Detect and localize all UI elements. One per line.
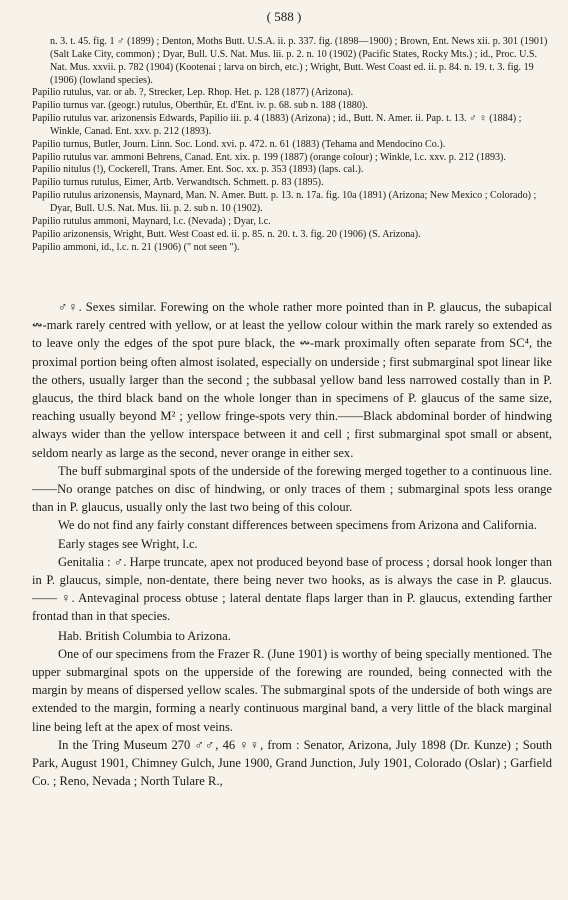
paragraph-description: ♂♀. Sexes similar. Forewing on the whole rather more pointed than in P. glaucus, the subapical ↭-mark rarely centred with yellow, or at least the yellow colour within the mark rarely so extended as to leave only the edges of the spot pure black, the ↭-mark proximally often separate from SC⁴, the proximal portion being often almost isolated, especially on underside ; first submarginal spot linear like the others, usually larger than the second ; the subbasal yellow band less narrowed costally than in P. glaucus, the third black band on the whole longer than in specimens of P. glaucus of the same size, reaching usually beyond M² ; yellow fringe-spots very thin.——Black abdominal border of hindwing always wider than the yellow interspace between it and cell ; first submarginal spot small or absent, seldom nearly as large as the second, never orange in either sex. — [32, 300, 553, 460]
synonymy-entry: Papilio rutulus var. ammoni Behrens, Canad. Ent. xix. p. 199 (1887) (orange colour) ; Winkle, l.c. xxv. p. 212 (1893). — [32, 151, 506, 163]
main-text — [32, 298, 552, 790]
synonymy-entry: Papilio rutulus var. arizonensis Edwards, Papilio iii. p. 4 (1883) (Arizona) ; id., Butt. N. Amer. ii. Pap. t. 13. ♂ ♀ (1884) ; Winkle, Canad. Ent. xxv. p. 212 (1893). — [32, 113, 522, 137]
synonymy-entry: Papilio turnus, Butler, Journ. Linn. Soc. Lond. xvi. p. 472. n. 61 (1883) (Tehama and Mendocino Co.). — [32, 138, 446, 150]
synonymy-entry: n. 3. t. 45. fig. 1 ♂ (1899) ; Denton, Moths Butt. U.S.A. ii. p. 337. fig. (1898—1900) ; Brown, Ent. News xii. p. 301 (1901) (Salt Lake City, common) ; Dyar, Bull. U.S. Nat. Mus. lii. p. 2. n. 10 (1902) (Pacific States, Rocky Mts.) ; id., Proc. U.S. Nat. Mus. xxvii. p. 782 (1904) (Kootenai ; larva on birch, etc.) ; Wright, Butt. West Coast ed. ii. p. 84. n. 19. t. 3. fig. 19 (1906) (lowland species). — [50, 36, 548, 86]
synonymy-entry: Papilio rutulus ammoni, Maynard, l.c. (Nevada) ; Dyar, l.c. — [32, 215, 271, 227]
page-number: ( 588 ) — [266, 9, 302, 24]
paragraph-genitalia: Genitalia : ♂. Harpe truncate, apex not produced beyond base of process ; dorsal hook longer than in P. glaucus, simple, non-dentate, there being never two hooks, as is always the case in P. glaucus.—— ♀. Antevaginal process obtuse ; lateral dentate flaps larger than in P. glaucus, extending farther frontad than in that species. — [32, 554, 552, 624]
paragraph-underside: The buff submarginal spots of the underside of the forewing merged together to a continuous line.——No orange patches on disc of hindwing, or only traces of them ; submarginal spots less orange than in P. glaucus, usually only the last two being of this colour. — [32, 463, 552, 515]
synonymy-entry: Papilio rutulus, var. or ab. ?, Strecker, Lep. Rhop. Het. p. 128 (1877) (Arizona). — [32, 87, 354, 99]
synonymy-entry: Papilio nitulus (!), Cockerell, Trans. Amer. Ent. Soc. xx. p. 353 (1893) (laps. cal.). — [32, 164, 364, 176]
synonymy-entry: Papilio ammoni, id., l.c. n. 21 (1906) (" not seen "). — [32, 241, 240, 253]
synonymy-list — [32, 36, 552, 254]
synonymy-entry: Papilio rutulus arizonensis, Maynard, Man. N. Amer. Butt. p. 13. n. 17a. fig. 10a (1891) (Arizona; New Mexico ; Colorado) ; Dyar, Bull. U.S. Nat. Mus. lii. p. 2. sub n. 10 (1902). — [32, 190, 537, 214]
synonymy-entry: Papilio turnus var. (geogr.) rutulus, Oberthür, Et. d'Ent. iv. p. 68. sub n. 188 (1880). — [32, 100, 368, 112]
paragraph-habitat: Hab. British Columbia to Arizona. — [58, 628, 231, 643]
synonymy-entry: Papilio turnus rutulus, Eimer, Artb. Verwandtsch. Schmett. p. 83 (1895). — [32, 177, 324, 189]
paragraph-tring-museum: In the Tring Museum 270 ♂♂, 46 ♀♀, from : Senator, Arizona, July 1898 (Dr. Kunze) ; South Park, August 1901, Chimney Gulch, June 1900, Grand Junction, July 1901, Colorado (Oslar) ; Garfield Co. ; Reno, Nevada ; North Tulare R., — [32, 737, 552, 789]
synonymy-entry: Papilio arizonensis, Wright, Butt. West Coast ed. ii. p. 85. n. 20. t. 3. fig. 20 (1906) (S. Arizona). — [32, 228, 421, 240]
paragraph-differences: We do not find any fairly constant differences between specimens from Arizona and California. — [58, 518, 537, 533]
paragraph-early-stages: Early stages see Wright, l.c. — [58, 536, 198, 551]
paragraph-frazer-specimen: One of our specimens from the Frazer R. (June 1901) is worthy of being specially mentioned. The upper submarginal spots on the upperside of the forewing are rounded, being connected with the margin by means of dispersed yellow scales. The submarginal spots of the underside of both wings are extended to the margin, forming a nearly continuous marginal band, a very little of the black marginal line being left at the apex of most veins. — [32, 646, 552, 734]
